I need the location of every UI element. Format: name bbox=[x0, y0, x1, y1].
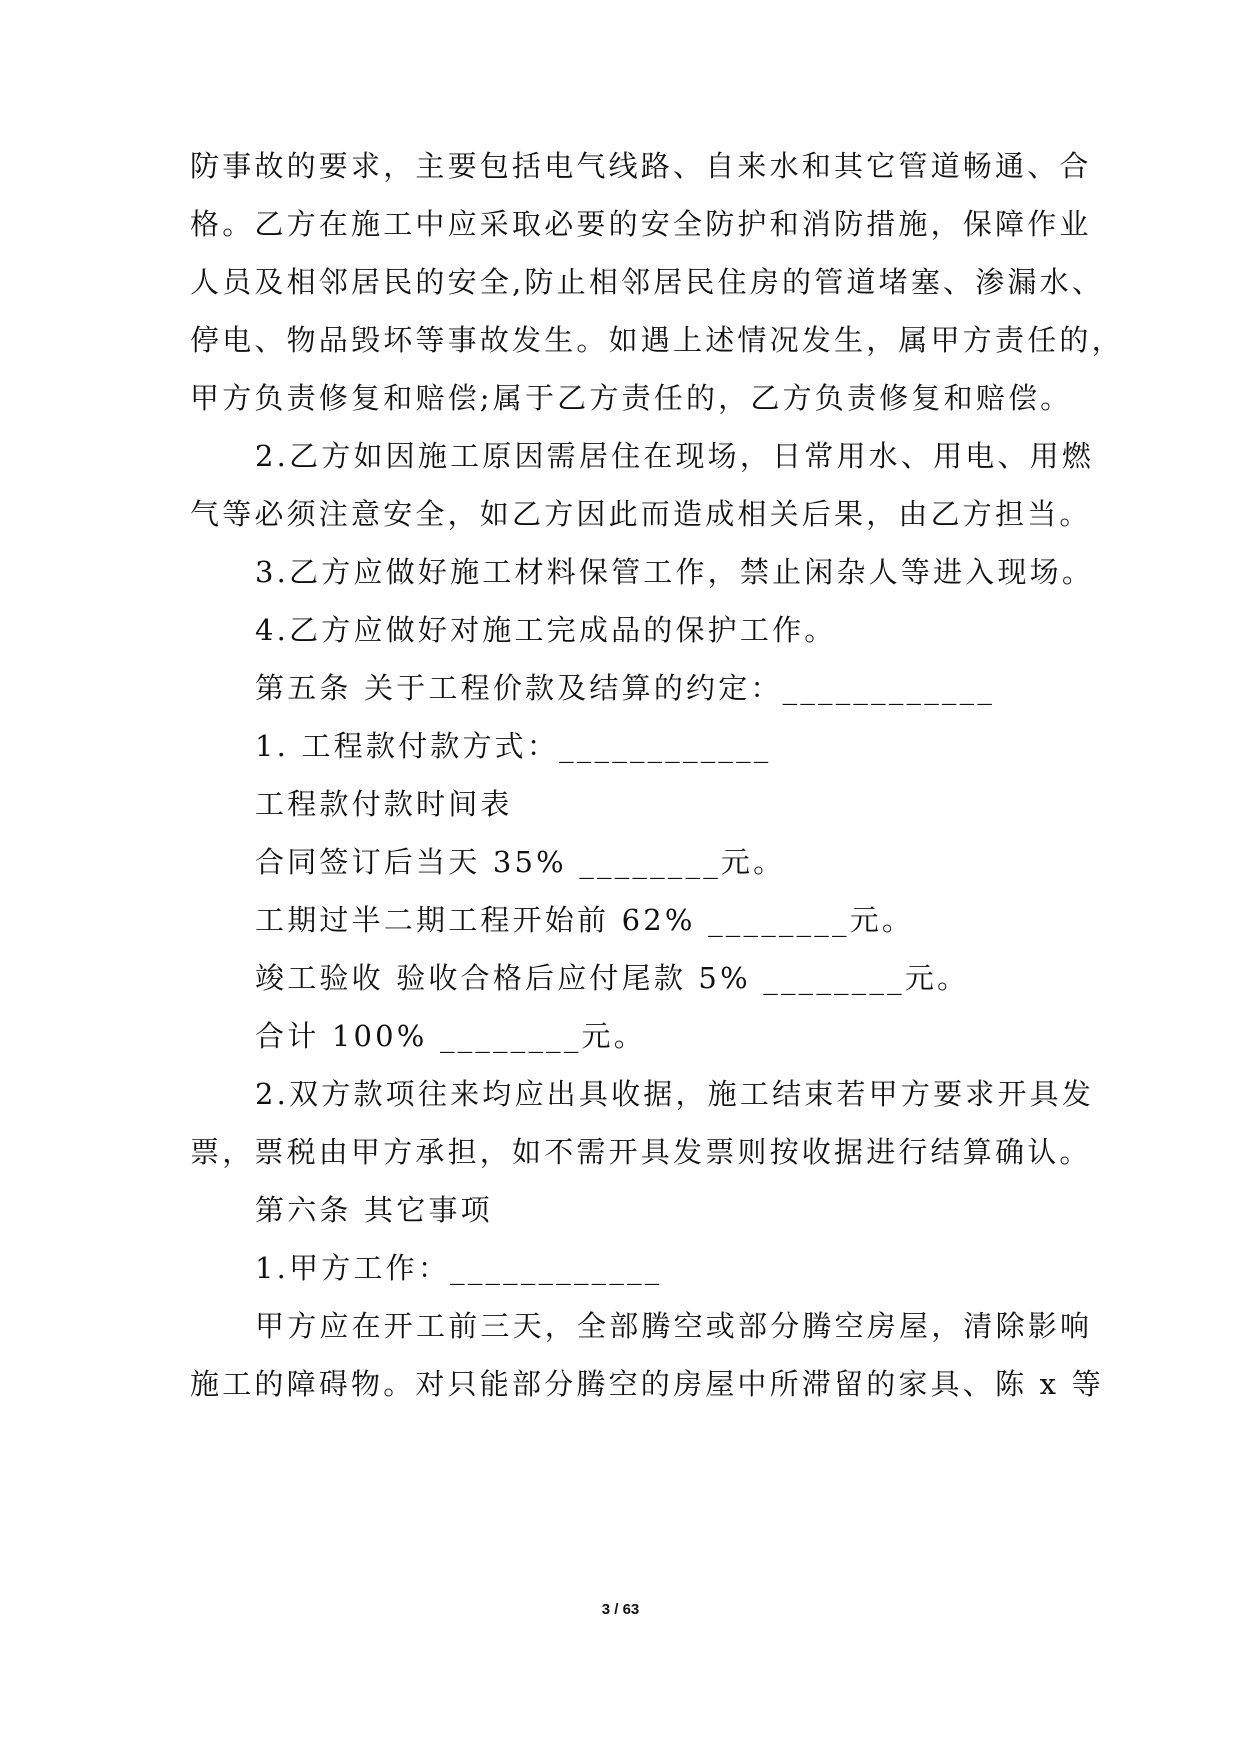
section-heading: 第六条 其它事项 bbox=[255, 1193, 493, 1227]
text-line: 防事故的要求，主要包括电气线路、自来水和其它管道畅通、合 bbox=[190, 149, 1092, 183]
text-line: 4.乙方应做好对施工完成品的保护工作。 bbox=[255, 613, 837, 647]
text-line: 3.乙方应做好施工材料保管工作，禁止闲杂人等进入现场。 bbox=[255, 555, 1095, 589]
text-line: 1.甲方工作：____________ bbox=[255, 1251, 663, 1285]
text-line: 合同签订后当天 35% ________元。 bbox=[255, 845, 786, 879]
text-line: 2.双方款项往来均应出具收据，施工结束若甲方要求开具发 bbox=[255, 1077, 1095, 1111]
text-line: 竣工验收 验收合格后应付尾款 5% ________元。 bbox=[255, 961, 970, 995]
text-line: 工期过半二期工程开始前 62% ________元。 bbox=[255, 903, 915, 937]
text-line: 2.乙方如因施工原因需居住在现场，日常用水、用电、用燃 bbox=[255, 439, 1095, 473]
text-line: 票，票税由甲方承担，如不需开具发票则按收据进行结算确认。 bbox=[190, 1135, 1092, 1169]
section-heading: 第五条 关于工程价款及结算的约定：____________ bbox=[255, 671, 996, 705]
text-line: 格。乙方在施工中应采取必要的安全防护和消防措施，保障作业 bbox=[190, 207, 1092, 241]
text-line: 甲方负责修复和赔偿;属于乙方责任的，乙方负责修复和赔偿。 bbox=[190, 381, 1073, 415]
text-line: 合计 100% ________元。 bbox=[255, 1019, 646, 1053]
text-line: 甲方应在开工前三天，全部腾空或部分腾空房屋，清除影响 bbox=[255, 1309, 1093, 1343]
page-number: 3 / 63 bbox=[601, 1601, 640, 1618]
text-line: 人员及相邻居民的安全,防止相邻居民住房的管道堵塞、渗漏水、 bbox=[190, 265, 1105, 299]
text-line: 气等必须注意安全，如乙方因此而造成相关后果，由乙方担当。 bbox=[190, 497, 1092, 531]
text-line: 施工的障碍物。对只能部分腾空的房屋中所滞留的家具、陈 x 等 bbox=[190, 1367, 1104, 1401]
text-line: 工程款付款时间表 bbox=[255, 787, 513, 821]
text-line: 停电、物品毁坏等事故发生。如遇上述情况发生，属甲方责任的， bbox=[190, 323, 1124, 357]
text-line: 1. 工程款付款方式：____________ bbox=[255, 729, 772, 763]
